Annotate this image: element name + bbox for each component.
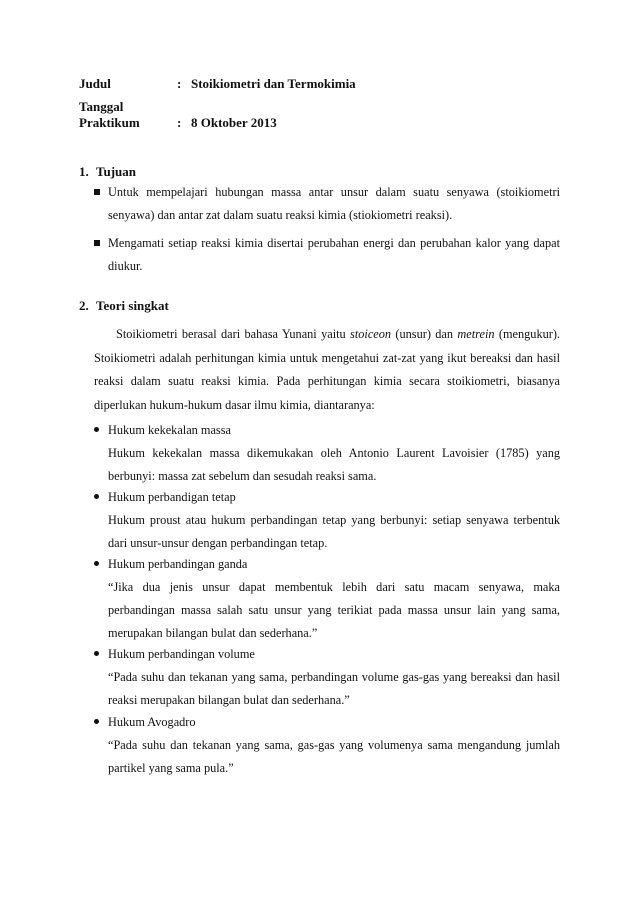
bullet-text: Untuk mempelajari hubungan massa antar unsur dalam suatu senyawa (stoikiometri senyawa) dan antar zat dalam suatu reaksi kimia (stiokiometri reaksi). [108,185,560,222]
colon: : [177,76,182,91]
law-description: Hukum kekekalan massa dikemukakan oleh Antonio Laurent Lavoisier (1785) yang berbunyi: massa zat sebelum dan sesudah reaksi sama. [108,446,560,483]
term-metrein: metrein [457,327,495,341]
intro-text: (mengukur). Stoikiometri adalah perhitungan kimia untuk mengetahui zat-zat yang ikut bereaksi dan hasil reaksi dalam suatu reaksi kimia. Pada perhitungan kimia secara stoikiometri, biasanya diperlukan hukum-hukum dasar ilmu kimia, diantaranya: [94,327,561,412]
list-item [94,643,560,712]
law-description: Hukum proust atau hukum perbandingan tetap yang berbunyi: setiap senyawa terbentuk dari unsur-unsur dengan perbandingan tetap. [108,513,560,550]
round-bullet-icon [94,711,108,734]
judul-label: Judul [79,76,111,91]
square-bullet-icon [94,181,108,204]
section-number: 2. [79,298,89,313]
intro-text: (unsur) dan [391,327,458,341]
section-title: Teori singkat [96,298,169,313]
square-bullet-icon [94,232,108,255]
tanggal-value: 8 Oktober 2013 [191,115,277,130]
law-name: Hukum perbandingan volume [108,647,255,661]
term-stoiceon: stoiceon [350,327,392,341]
list-item [94,486,560,555]
bullet-text: Mengamati setiap reaksi kimia disertai perubahan energi dan perubahan kalor yang dapat diukur. [108,236,560,273]
section-number: 1. [79,164,89,179]
law-name: Hukum kekekalan massa [108,423,231,437]
list-item [94,232,560,278]
round-bullet-icon [94,643,108,666]
judul-value: Stoikiometri dan Termokimia [191,76,356,91]
intro-text: Stoikiometri berasal dari bahasa Yunani yaitu [116,327,351,341]
colon: : [177,115,182,130]
section-heading-teori [79,298,169,314]
list-item [94,419,560,488]
round-bullet-icon [94,486,108,509]
law-name: Hukum Avogadro [108,715,196,729]
date-row [79,99,277,131]
round-bullet-icon [94,553,108,576]
law-description: “Pada suhu dan tekanan yang sama, perbandingan volume gas-gas yang bereaksi dan hasil reaksi merupakan bilangan bulat dan sederhana.” [108,670,560,707]
section-heading-tujuan [79,164,136,180]
intro-paragraph [94,323,560,417]
list-item [94,553,560,645]
law-name: Hukum perbandingan ganda [108,557,248,571]
law-description: “Pada suhu dan tekanan yang sama, gas-gas yang volumenya sama mengandung jumlah partikel yang sama pula.” [108,738,560,775]
section-title: Tujuan [96,164,136,179]
title-row [79,76,356,92]
tanggal-label: Tanggal Praktikum [79,99,140,130]
list-item [94,181,560,227]
list-item [94,711,560,780]
round-bullet-icon [94,419,108,442]
law-description: “Jika dua jenis unsur dapat membentuk lebih dari satu macam senyawa, maka perbandingan massa salah satu unsur yang terikiat pada massa unsur lain yang sama, merupakan bilangan bulat dan sederhana.” [108,580,560,640]
law-name: Hukum perbandigan tetap [108,490,236,504]
